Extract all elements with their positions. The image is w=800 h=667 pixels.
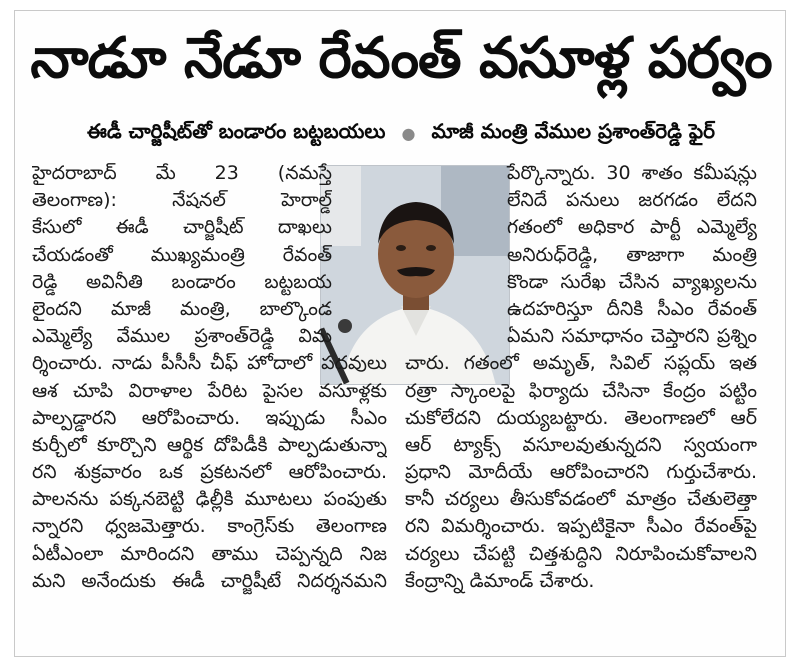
subheadline xyxy=(15,111,787,155)
article-line: ఉదహరిస్తూ దీనికి సీఎం రేవంత్ xyxy=(507,297,757,320)
article-line: చుకోలేదని దుయ్యబట్టారు. తెలంగాణలో ఆర్ xyxy=(405,406,757,429)
article-line: కొండా సురేఖ చేసిన వ్యాఖ్యలను xyxy=(507,270,757,293)
article-line: రని శుక్రవారం ఒక ప్రకటనలో ఆరోపించారు. xyxy=(32,461,387,484)
article-line: కానీ చర్యలు తీసుకోవడంలో మాత్రం చేతులెత్తా xyxy=(405,488,757,511)
article-line: కేసులో ఈడీ చార్జిషీట్ దాఖలు xyxy=(32,216,332,239)
article-line: తెలంగాణ): నేషనల్ హెరాల్డ్ xyxy=(32,189,332,212)
subheadline-left: ఈడీ చార్జిషీట్‌తో బండారం బట్టబయలు xyxy=(86,118,386,143)
article-line: లేనిదే పనులు జరగడం లేదని xyxy=(507,189,757,212)
article-line: పాల్పడ్డారని ఆరోపించారు. ఇప్పుడు సీఎం xyxy=(32,406,387,429)
article-line: పాలనను పక్కనబెట్టి ఢిల్లీకి మూటలు పంపుతు xyxy=(32,488,387,511)
article-line: ఆర్ ట్యాక్స్ వసూలవుతున్నదని స్వయంగా xyxy=(405,433,757,456)
article-line: మని అనేందుకు ఈడీ చార్జిషీటే నిదర్శనమని xyxy=(32,569,387,592)
article-line: ఎమ్మెల్యే వేముల ప్రశాంత్‌రెడ్డి విమ xyxy=(32,325,332,348)
article-line: హైదరాబాద్ మే 23 (నమస్తే xyxy=(32,162,332,184)
article-line: ఏమని సమాధానం చెప్తారని ప్రశ్నిం xyxy=(507,325,757,348)
subheadline-right: మాజీ మంత్రి వేముల ప్రశాంత్‌రెడ్డి ఫైర్ xyxy=(431,118,716,143)
article-line: ప్రధాని మోదీయే ఆరోపించారని గుర్తుచేశారు. xyxy=(405,461,757,484)
headline: నాడూ నేడూ రేవంత్ వసూళ్ల పర్వం xyxy=(30,25,772,91)
article-line: ఏటీఎంలా మారిందని తాము చెప్పన్నది నిజ xyxy=(32,542,387,565)
article-line: చేయడంతో ముఖ్యమంత్రి రేవంత్ xyxy=(32,243,332,266)
article-line: కుర్చీలో కూర్చొని ఆర్థిక దోపిడీకి పాల్పడుతున్నా xyxy=(32,433,387,456)
article-line: ర్శించారు. నాడు పీసీసీ చీఫ్ హోదాలో పదవులు xyxy=(32,352,387,375)
article-line: అనిరుధ్‌రెడ్డి, తాజాగా మంత్రి xyxy=(507,243,757,266)
article-line: న్నారని ధ్వజమెత్తారు. కాంగ్రెస్‌కు తెలంగాణ xyxy=(32,515,387,538)
article-line: పేర్కొన్నారు. 30 శాతం కమీషన్లు xyxy=(507,162,757,184)
article-line: కేంద్రాన్ని డిమాండ్ చేశారు. xyxy=(405,569,595,592)
article-line: రని విమర్శించారు. ఇప్పటికైనా సీఎం రేవంత్‌పై xyxy=(405,515,757,538)
article-column-left xyxy=(32,160,387,595)
article-line: లైందని మాజీ మంత్రి, బాల్కొండ xyxy=(32,297,332,320)
bullet-separator: ● xyxy=(401,123,416,143)
article-line: చర్యలు చేపట్టి చిత్తశుద్ధిని నిరూపించుకోవాలని xyxy=(405,542,757,565)
article-line: గతంలో అధికార పార్టీ ఎమ్మెల్యే xyxy=(507,216,757,239)
article-line: ఆశ చూపి విరాళాల పేరిట పైసల వసూళ్లకు xyxy=(32,379,387,402)
article-line: చారు. గతంలో అమృత్, సివిల్ సప్లయ్ ఇత xyxy=(405,352,757,375)
article-line: రత్రా స్కాంలపై ఫిర్యాదు చేసినా కేంద్రం పట్టిం xyxy=(405,379,757,402)
article-line: రెడ్డి అవినీతి బండారం బట్టబయ xyxy=(32,270,332,293)
article-column-right xyxy=(405,160,757,595)
